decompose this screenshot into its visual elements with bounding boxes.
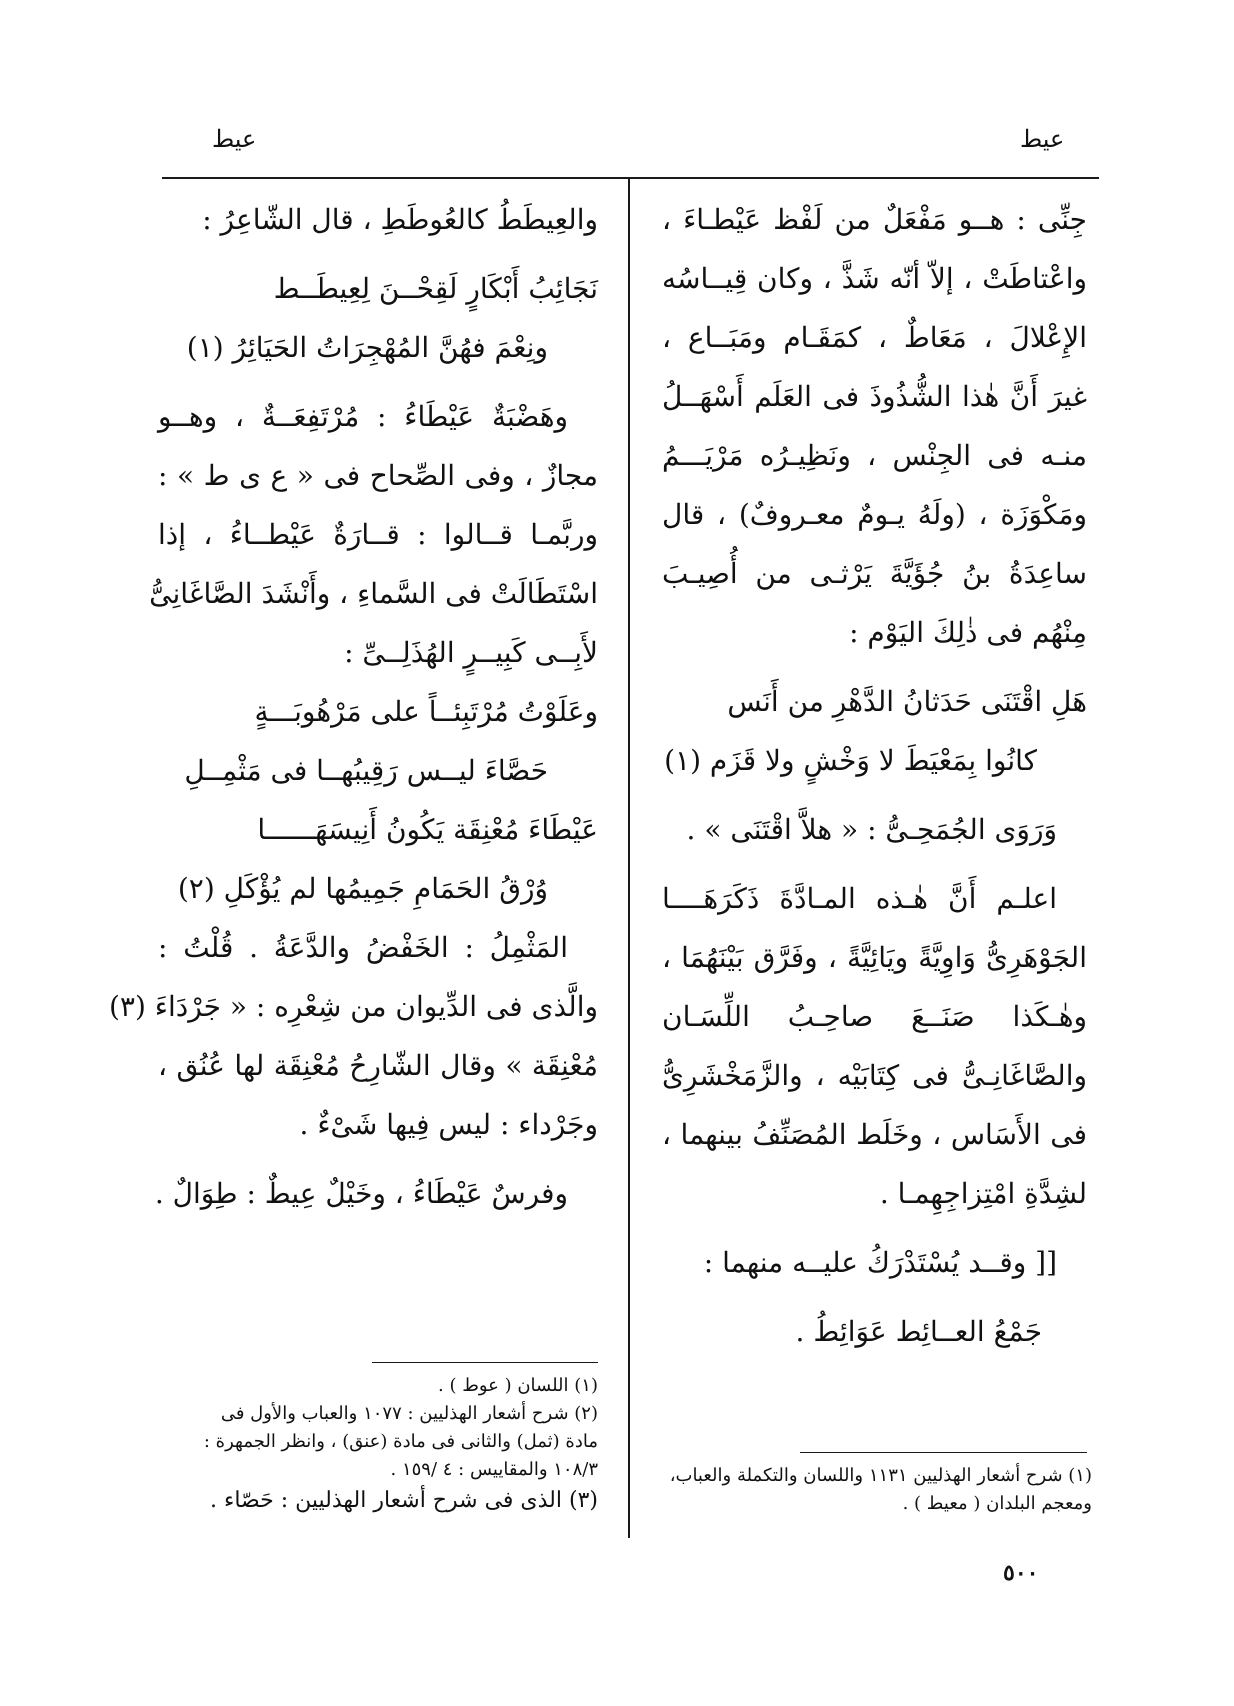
footnote-line: ومعجم البلدان ( معيط ) . [902,1493,1092,1514]
verse-line: وُرْقُ الحَمَامِ جَمِيمُها لم يُؤْكَلِ (٢) [177,872,548,905]
footnote-line: ١٠٨/٣ والمقاييس : ٤ /١٥٩ . [390,1459,598,1480]
footnote-line: (٣) الذى فى شرح أشعار الهذليين : حَصّاء . [209,1488,598,1513]
text-line: واعْتاطَتْ ، إلاّ أنّه شَذَّ ، وكان قِيــاسُه [662,262,1087,295]
text-line: الجَوْهَرِىُّ وَاوِيَّةً ويَائِيَّةً ، وفَرَّق بَيْنَهُمَا ، [662,941,1087,974]
text-line: جَمْعُ العــائِط عَوَائِطُ . [795,1315,1042,1348]
running-head-left: عيط [212,125,257,153]
running-head-right: عيط [1020,125,1065,153]
right-column [662,190,1087,1361]
footnotes-left [158,1372,598,1518]
verse-line: نَجَائِبُ أَبْكَارٍ لَقِحْــنَ لِعِيطَــط [273,272,598,305]
text-line: لشِدَّةِ امْتِزاجِهِمـا . [879,1177,1087,1210]
text-line: وهَضْبَةٌ عَيْطَاءُ : مُرْتَفِعَــةٌ ، وهــو [158,400,568,433]
footnote-line: مادة (ثمل) والثانى فى مادة (عنق) ، وانظر الجمهرة : [203,1431,598,1452]
text-line: مِنْهُم فى ذٰلِكَ اليَوْم : [849,616,1087,649]
footnotes-right [662,1462,1092,1518]
verse-line: ونِعْمَ فهُنَّ المُهْجِرَاتُ الحَيَائِرُ (١) [186,331,548,364]
text-line: وهٰـكَذا صَنَــعَ صاحِـبُ اللِّسَـان [662,1000,1087,1033]
footnote-rule-right [800,1452,1087,1453]
text-line: مُعْنِقَة » وقال الشّارِحُ مُعْنِقَة لها عُنُق ، [158,1049,598,1082]
column-divider [628,178,630,1538]
header-rule [162,177,1099,179]
text-line: اسْتَطَالَتْ فى السَّماءِ ، وأَنْشَدَ الصَّاغَانِىُّ [149,577,598,610]
text-line: مجازٌ ، وفى الصِّحاح فى « ع ى ط » : [158,459,598,492]
text-line: والصَّاغَانِـىُّ فى كِتَابَيْه ، والزَّمَخْشَرِىُّ [662,1059,1087,1092]
text-line: والعِيطَطُ كالعُوطَطِ ، قال الشّاعِرُ : [202,203,598,236]
verse-line: حَصَّاءَ ليــس رَقِيبُهــا فى مَثْمِــلِ [184,754,548,787]
verse-line: كانُوا بِمَعْيَطَ لا وَخْشٍ ولا قَزَم (١) [664,744,1037,777]
text-line: غيرَ أَنَّ هٰذا الشُّذُوذَ فى العَلَم أَسْهَــلُ [662,380,1087,413]
text-line: منـه فى الجِنْس ، ونَظِيـرُه مَرْيَـــمُ [662,439,1087,472]
left-column [108,190,598,1223]
verse-line: عَيْطَاءَ مُعْنِقَة يَكُونُ أَنِيسَهَــــــا [257,813,598,846]
footnote-line: (١) اللسان ( عوط ) . [438,1375,598,1396]
footnote-line: (٢) شرح أشعار الهذليين : ١٠٧٧ والعباب والأول فى [220,1403,598,1424]
verse-line: هَلِ اقْتَنَى حَدَثانُ الدَّهْرِ من أَنَس [727,685,1087,718]
text-line: وربَّمـا قــالوا : قــارَةٌ عَيْطــاءُ ، إذا [158,518,598,551]
text-line: جِنِّى : هــو مَفْعَلٌ من لَفْظ عَيْطـاءَ ، [662,203,1087,236]
page-number: ٥٠٠ [1003,1560,1039,1586]
verse-line: وعَلَوْتُ مُرْتَبِئــاً على مَرْهُوبَـــةٍ [254,695,598,728]
text-line: اعلـم أَنَّ هٰـذه المـادَّةَ ذَكَرَهَــــا [662,882,1057,915]
text-line: ومَكْوَزَة ، (ولَهُ يـومٌ معـروفٌ) ، قال [662,498,1087,531]
text-line: وَرَوَى الجُمَحِـىُّ : « هلاَّ اقْتَنَى » . [686,813,1057,846]
text-line: ساعِدَةُ بنُ جُؤَيَّةَ يَرْثـى من أُصِيـبَ [662,557,1087,590]
footnote-rule-left [372,1362,598,1363]
text-line: لأَبِــى كَبِيــرٍ الهُذَلِــىِّ : [344,636,598,669]
text-line: وجَرْداء : ليس فِيها شَىْءٌ . [299,1108,598,1141]
text-line: المَثْمِلُ : الخَفْضُ والدَّعَةُ . قُلْتُ : [158,931,568,964]
text-line: والَّذى فى الدِّيوان من شِعْرِه : « جَرْدَاءَ (٣) [108,990,598,1023]
text-line: فى الأَسَاس ، وخَلَط المُصَنِّفُ بينهما ، [662,1118,1087,1151]
text-line: الإِعْلالَ ، مَعَاطٌ ، كمَقَـام ومَبَــاع ، [662,321,1087,354]
text-line: [[ وقــد يُسْتَدْرَكُ عليــه منهما : [703,1246,1057,1279]
footnote-line: (١) شرح أشعار الهذليين ١١٣١ واللسان والتكملة والعباب، [669,1465,1092,1486]
text-line: وفرسٌ عَيْطَاءُ ، وخَيْلٌ عِيطٌ : طِوَالٌ . [154,1177,568,1210]
